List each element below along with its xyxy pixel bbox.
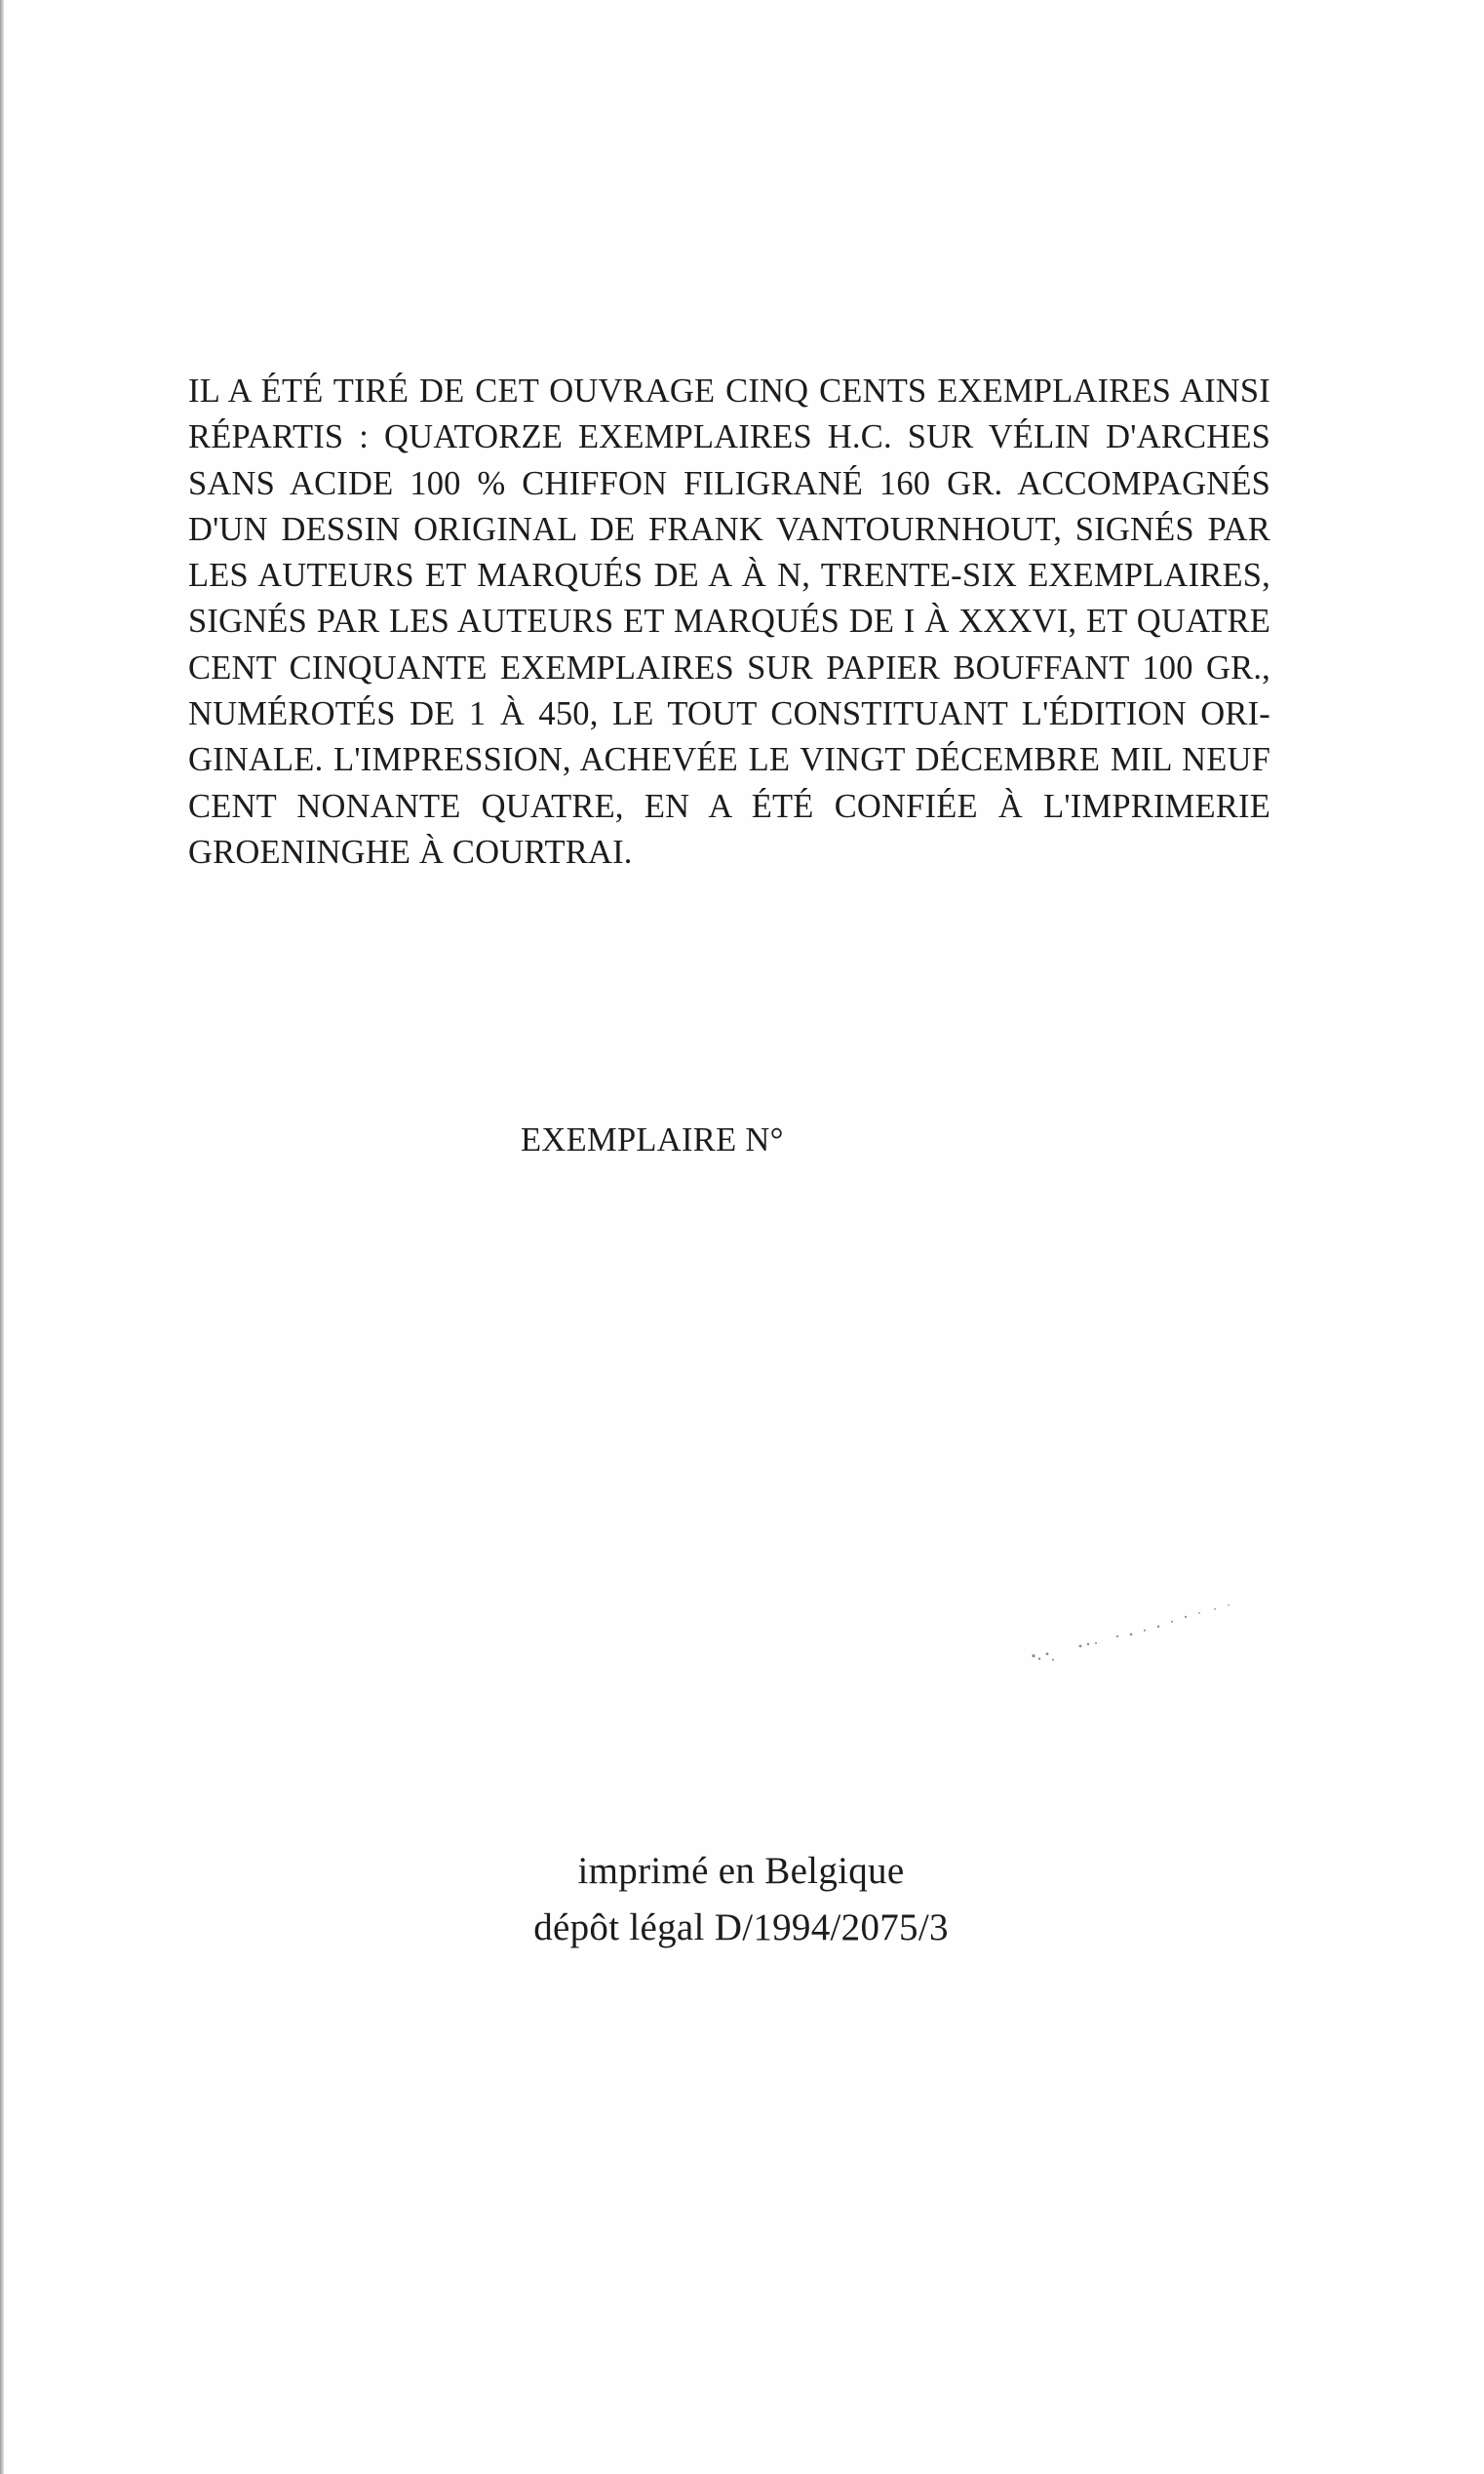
copy-number-label: EXEMPLAIRE N° <box>521 1121 784 1158</box>
printed-in-label: imprimé en Belgique <box>577 1850 905 1892</box>
paper-specks <box>1024 1590 1258 1668</box>
colophon-line: D'UN DESSIN ORIGINAL DE FRANK VANTOURNHOUT, SIGNÉS PAR <box>188 510 1270 548</box>
colophon-line: SIGNÉS PAR LES AUTEURS ET MARQUÉS DE I À XXXVI, ET QUATRE <box>188 603 1270 641</box>
colophon-line: RÉPARTIS : QUATORZE EXEMPLAIRES H.C. SUR VÉLIN D'ARCHES <box>188 418 1270 456</box>
colophon-line: SANS ACIDE 100 % CHIFFON FILIGRANÉ 160 GR. ACCOMPAGNÉS <box>188 464 1270 502</box>
colophon-line: CENT NONANTE QUATRE, EN A ÉTÉ CONFIÉE À L'IMPRIMERIE <box>188 787 1270 825</box>
legal-deposit-label: dépôt légal D/1994/2075/3 <box>533 1906 949 1948</box>
colophon-line: NUMÉROTÉS DE 1 À 450, LE TOUT CONSTITUANT L'ÉDITION ORI- <box>188 695 1270 733</box>
colophon-line: IL A ÉTÉ TIRÉ DE CET OUVRAGE CINQ CENTS EXEMPLAIRES AINSI <box>188 373 1270 410</box>
page-binding-edge <box>0 0 4 2474</box>
colophon-line: LES AUTEURS ET MARQUÉS DE A À N, TRENTE-SIX EXEMPLAIRES, <box>188 557 1270 595</box>
printer-information <box>390 1843 1092 1956</box>
colophon-line: CENT CINQUANTE EXEMPLAIRES SUR PAPIER BOUFFANT 100 GR., <box>188 648 1270 687</box>
colophon-line: GINALE. L'IMPRESSION, ACHEVÉE LE VINGT DÉCEMBRE MIL NEUF <box>188 741 1270 779</box>
colophon-statement <box>188 369 1270 876</box>
colophon-line: GROENINGHE À COURTRAI. <box>188 833 633 871</box>
